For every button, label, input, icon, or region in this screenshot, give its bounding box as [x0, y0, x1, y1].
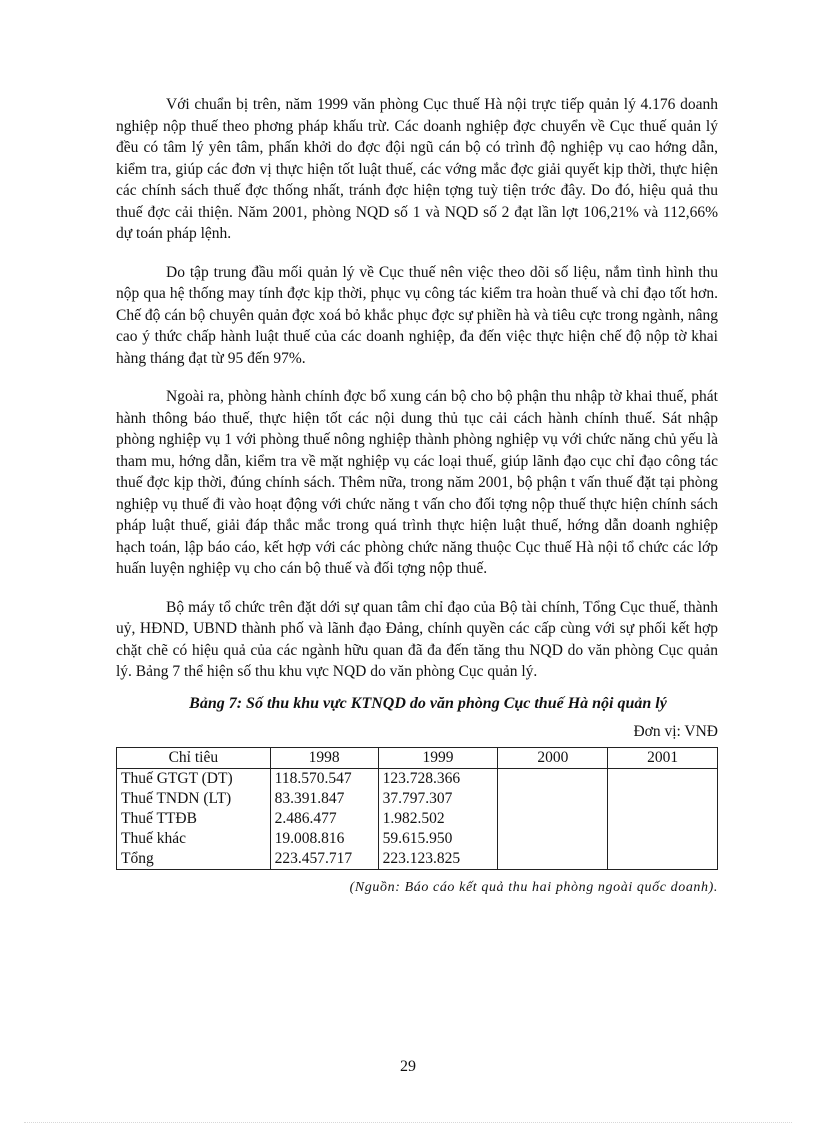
table-cell [608, 829, 718, 849]
table-row [117, 809, 718, 829]
table-row [117, 829, 718, 849]
header-cell: 1999 [378, 747, 498, 768]
document-page [116, 94, 718, 896]
table-cell: Thuế GTGT (DT) [117, 768, 271, 789]
table-unit: Đơn vị: VNĐ [633, 722, 718, 740]
table-cell [498, 789, 608, 809]
table-cell [498, 849, 608, 870]
table-cell [498, 768, 608, 789]
header-cell: 2000 [498, 747, 608, 768]
table-cell: 118.570.547 [270, 768, 378, 789]
table-cell [498, 829, 608, 849]
table-cell: 1.982.502 [378, 809, 498, 829]
table-source-note: (Nguồn: Báo cáo kết quả thu hai phòng ngoài quốc doanh). [349, 879, 718, 895]
table-cell [608, 849, 718, 870]
revenue-table [116, 747, 718, 870]
table-cell: 223.457.717 [270, 849, 378, 870]
paragraph-3: Ngoài ra, phòng hành chính đợc bổ xung cán bộ cho bộ phận thu nhập tờ khai thuế, phát hành thông báo thuế, thực hiện tốt các nội dung thủ tục cải cách hành chính thuế. Sát nhập phòng nghiệp vụ 1 với phòng thuế nông nghiệp thành phòng nghiệp vụ với chức năng chủ yếu là tham mu, hớng dẫn, kiểm tra về mặt nghiệp vụ các loại thuế, giúp lãnh đạo cục chỉ đạo công tác thuế đợc kịp thời, đúng chính sách. Thêm nữa, trong năm 2001, bộ phận t vấn thuế đặt tại phòng nghiệp vụ thuế đi vào hoạt động với chức năng t vấn cho đối tợng nộp thuế thực hiện chính sách pháp luật thuế, giải đáp thắc mắc trong quá trình thực hiện luật thuế, hớng dẫn doanh nghiệp hạch toán, lập báo cáo, kết hợp với các phòng chức năng thuộc Cục thuế Hà nội tổ chức các lớp huấn luyện nghiệp vụ cho cán bộ thuế và đối tợng nộp thuế. [116, 388, 718, 577]
paragraph-1: Với chuẩn bị trên, năm 1999 văn phòng Cục thuế Hà nội trực tiếp quản lý 4.176 doanh nghiệp nộp thuế theo phơng pháp khấu trừ. Các doanh nghiệp đợc chuyển về Cục thuế quản lý đều có tâm lý yên tâm, phấn khởi do đợc đội ngũ cán bộ có trình độ nghiệp vụ cao hớng dẫn, kiểm tra, giúp các đơn vị thực hiện tốt luật thuế, các vớng mắc đợc giải quyết kịp thời, thực hiện các chính sách thuế đợc thống nhất, tránh đợc hiện tợng tuỳ tiện trớc đây. Do đó, hiệu quả thu thuế đợc cải thiện. Năm 2001, phòng NQD số 1 và NQD số 2 đạt lần lợt 106,21% và 112,66% dự toán pháp lệnh. [116, 96, 718, 242]
table-cell: 59.615.950 [378, 829, 498, 849]
table-cell: Thuế TNDN (LT) [117, 789, 271, 809]
table-cell [608, 789, 718, 809]
table-cell: 2.486.477 [270, 809, 378, 829]
table-cell [498, 809, 608, 829]
table-row [117, 768, 718, 789]
table-row [117, 789, 718, 809]
header-cell: Chỉ tiêu [117, 747, 271, 768]
table-cell [608, 768, 718, 789]
table-cell: 223.123.825 [378, 849, 498, 870]
table-cell [608, 809, 718, 829]
header-cell: 2001 [608, 747, 718, 768]
table-cell: Tổng [117, 849, 271, 870]
table-cell: 37.797.307 [378, 789, 498, 809]
paragraph-4: Bộ máy tổ chức trên đặt dới sự quan tâm chỉ đạo của Bộ tài chính, Tổng Cục thuế, thành uỷ, HĐND, UBND thành phố và lãnh đạo Đảng, chính quyền các cấp cùng với sự phối kết hợp chặt chẽ có hiệu quả của các ngành hữu quan đã đa đến tăng thu NQD do văn phòng Cục quản lý. Bảng 7 thể hiện số thu khu vực NQD do văn phòng Cục quản lý. [116, 598, 718, 680]
table-header-row [117, 747, 718, 768]
table-cell: 19.008.816 [270, 829, 378, 849]
table-caption: Bảng 7: Số thu khu vực KTNQD do văn phòng Cục thuế Hà nội quản lý [189, 694, 667, 712]
header-cell: 1998 [270, 747, 378, 768]
page-number: 29 [400, 1058, 416, 1075]
paragraph-2: Do tập trung đầu mối quản lý về Cục thuế nên việc theo dõi số liệu, nắm tình hình thu nộp qua hệ thống may tính đợc kịp thời, phục vụ công tác kiểm tra hoàn thuế và chỉ đạo tốt hơn. Chế độ cán bộ chuyên quản đợc xoá bỏ khắc phục đợc sự phiền hà và tiêu cực trong ngành, nâng cao ý thức chấp hành luật thuế của các doanh nghiệp, đa đến việc thực hiện chế độ nộp tờ khai hàng tháng đạt từ 95 đến 97%. [116, 263, 718, 367]
table-cell: 123.728.366 [378, 768, 498, 789]
table-cell: 83.391.847 [270, 789, 378, 809]
table-row [117, 849, 718, 870]
table-cell: Thuế khác [117, 829, 271, 849]
table-cell: Thuế TTĐB [117, 809, 271, 829]
